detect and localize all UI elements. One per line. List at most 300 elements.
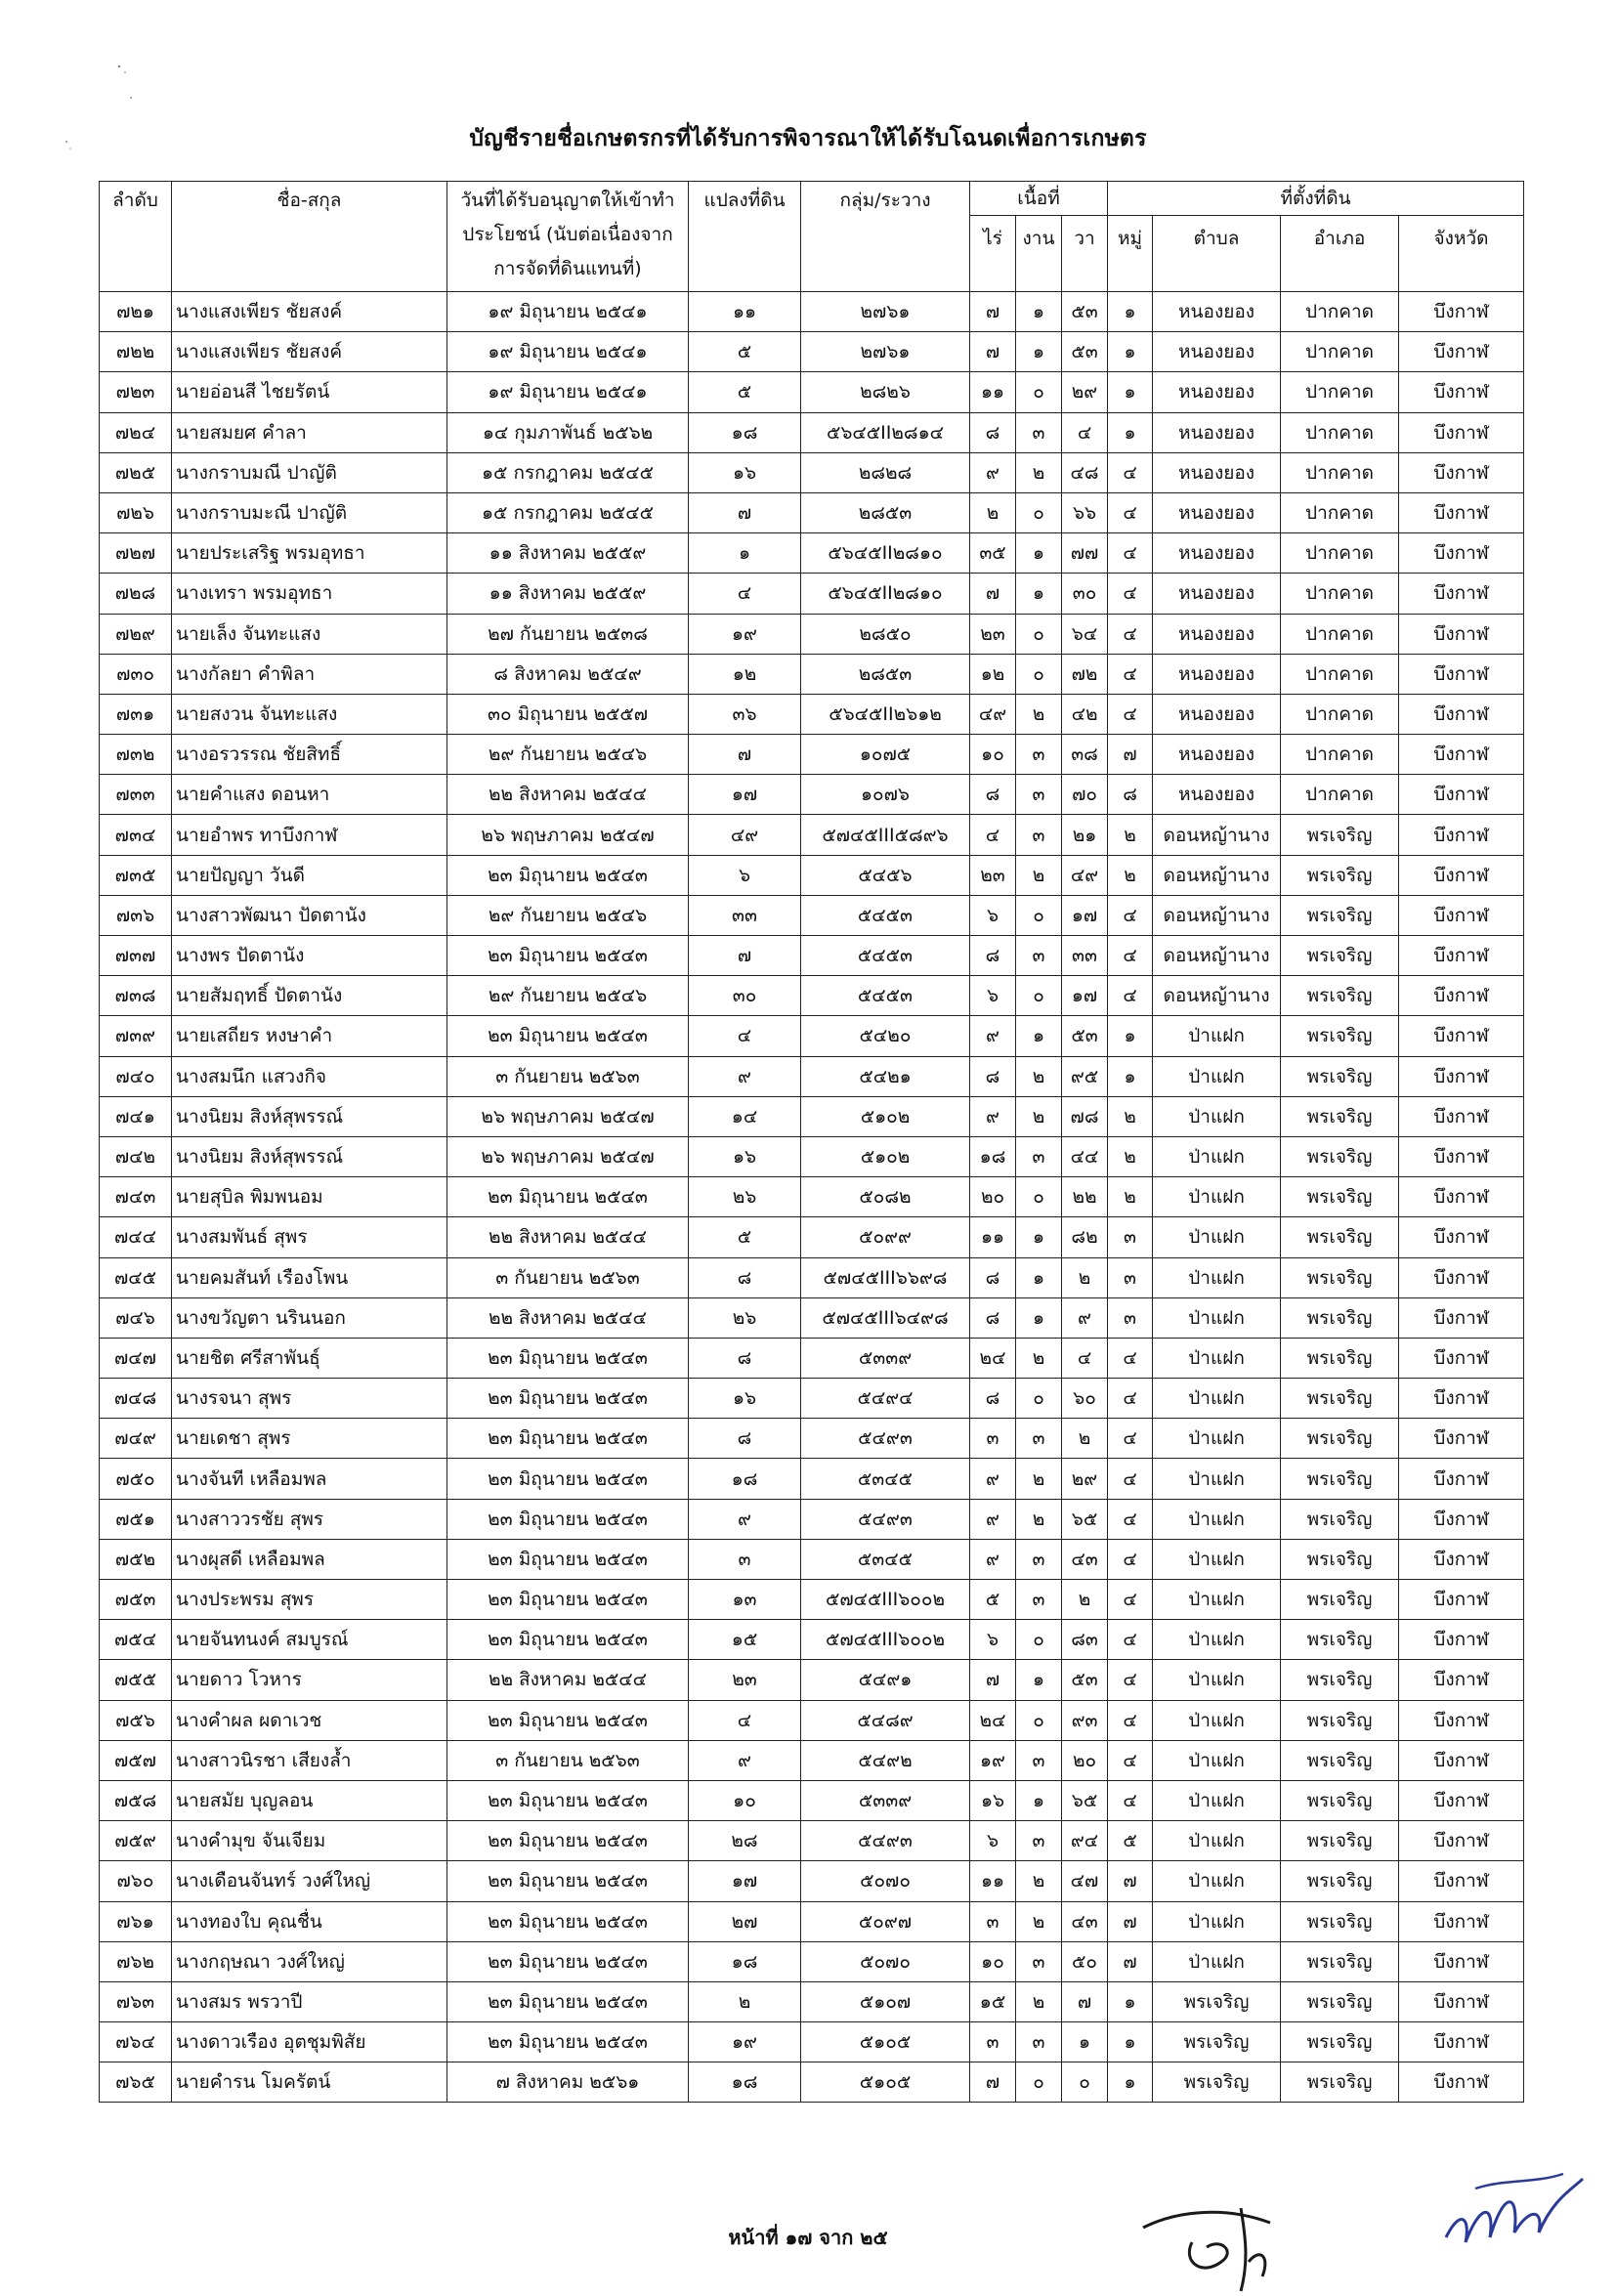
cell-tambon: ป่าแฝก [1153,1700,1281,1740]
cell-name: นางสาวพัฒนา ปัดตานัง [172,895,447,935]
cell-plot: ๙ [689,1056,801,1096]
cell-tambon: ป่าแฝก [1153,1177,1281,1217]
cell-ngan: ๑ [1016,292,1062,332]
cell-wa: ๔๒ [1062,694,1108,734]
cell-rai: ๒๓ [970,614,1016,654]
cell-province: บึงกาฬ [1399,976,1524,1016]
cell-plot: ๕ [689,332,801,372]
cell-moo: ๒ [1108,1096,1153,1136]
cell-date: ๑๕ กรกฎาคม ๒๕๔๕ [447,452,689,492]
cell-date: ๑๙ มิถุนายน ๒๕๔๑ [447,372,689,412]
cell-name: นางสาวนิรชา เสียงล้ำ [172,1740,447,1780]
cell-rai: ๘ [970,1297,1016,1338]
cell-wa: ๒๐ [1062,1740,1108,1780]
cell-no: ๗๕๖ [100,1700,172,1740]
cell-date: ๒๒ สิงหาคม ๒๕๔๔ [447,1660,689,1700]
cell-province: บึงกาฬ [1399,815,1524,855]
cell-province: บึงกาฬ [1399,1338,1524,1378]
cell-tambon: ป่าแฝก [1153,1660,1281,1700]
table-row [100,1297,1524,1338]
cell-rai: ๖ [970,895,1016,935]
cell-plot: ๙ [689,1499,801,1539]
cell-no: ๗๖๕ [100,2062,172,2103]
cell-no: ๗๒๑ [100,292,172,332]
cell-plot: ๑ [689,533,801,574]
cell-moo: ๔ [1108,533,1153,574]
cell-tambon: ป่าแฝก [1153,1861,1281,1901]
cell-name: นายเล็ง จันทะแสง [172,614,447,654]
cell-tambon: ป่าแฝก [1153,1459,1281,1499]
cell-moo: ๔ [1108,1620,1153,1660]
cell-amphoe: พรเจริญ [1281,1459,1399,1499]
table-row [100,1217,1524,1257]
cell-amphoe: พรเจริญ [1281,1660,1399,1700]
table-row [100,775,1524,815]
cell-province: บึงกาฬ [1399,1539,1524,1579]
cell-moo: ๔ [1108,1379,1153,1419]
table-row [100,895,1524,935]
cell-tambon: ดอนหญ้านาง [1153,895,1281,935]
cell-name: นายคมสันท์ เรืองโพน [172,1257,447,1297]
cell-group: ๒๘๒๖ [801,372,970,412]
cell-plot: ๙ [689,1740,801,1780]
cell-amphoe: ปากคาด [1281,654,1399,694]
cell-province: บึงกาฬ [1399,1217,1524,1257]
table-row [100,452,1524,492]
cell-name: นายเดชา สุพร [172,1419,447,1459]
cell-group: ๕๑๐๒ [801,1096,970,1136]
cell-plot: ๑๘ [689,1941,801,1981]
cell-tambon: หนองยอง [1153,452,1281,492]
cell-amphoe: ปากคาด [1281,332,1399,372]
cell-group: ๕๔๙๔ [801,1379,970,1419]
cell-tambon: ป่าแฝก [1153,1580,1281,1620]
cell-name: นางสมร พรวาปี [172,1981,447,2021]
cell-province: บึงกาฬ [1399,1056,1524,1096]
cell-moo: ๔ [1108,1539,1153,1579]
cell-no: ๗๕๓ [100,1580,172,1620]
cell-plot: ๒๖ [689,1297,801,1338]
table-row [100,492,1524,532]
cell-amphoe: พรเจริญ [1281,1580,1399,1620]
cell-date: ๒๓ มิถุนายน ๒๕๔๓ [447,1780,689,1820]
cell-tambon: ป่าแฝก [1153,1379,1281,1419]
cell-name: นายเสถียร หงษาคำ [172,1016,447,1056]
cell-no: ๗๒๘ [100,574,172,614]
cell-group: ๕๖๔๕II๒๖๑๒ [801,694,970,734]
cell-plot: ๑๗ [689,775,801,815]
cell-amphoe: พรเจริญ [1281,1217,1399,1257]
cell-province: บึงกาฬ [1399,775,1524,815]
cell-name: นางสาววรชัย สุพร [172,1499,447,1539]
cell-amphoe: พรเจริญ [1281,2062,1399,2103]
cell-tambon: หนองยอง [1153,412,1281,452]
cell-name: นางแสงเพียร ชัยสงค์ [172,292,447,332]
table-row [100,1981,1524,2021]
cell-ngan: ๓ [1016,1941,1062,1981]
table-row [100,976,1524,1016]
cell-group: ๒๘๕๓ [801,654,970,694]
header-province: จังหวัด [1399,216,1524,292]
cell-rai: ๔ [970,815,1016,855]
cell-group: ๕๐๙๙ [801,1217,970,1257]
cell-date: ๑๑ สิงหาคม ๒๕๕๙ [447,574,689,614]
cell-province: บึงกาฬ [1399,1499,1524,1539]
cell-ngan: ๐ [1016,614,1062,654]
cell-rai: ๓ [970,2022,1016,2062]
cell-rai: ๘ [970,412,1016,452]
cell-ngan: ๑ [1016,332,1062,372]
cell-group: ๕๐๙๗ [801,1901,970,1941]
cell-ngan: ๐ [1016,1620,1062,1660]
cell-wa: ๒ [1062,1257,1108,1297]
cell-wa: ๖๖ [1062,492,1108,532]
cell-tambon: หนองยอง [1153,574,1281,614]
cell-no: ๗๔๔ [100,1217,172,1257]
cell-wa: ๐ [1062,2062,1108,2103]
table-row [100,1620,1524,1660]
cell-moo: ๓ [1108,1217,1153,1257]
cell-name: นายสุบิล พิมพนอม [172,1177,447,1217]
cell-ngan: ๒ [1016,1901,1062,1941]
cell-date: ๒๖ พฤษภาคม ๒๕๔๗ [447,815,689,855]
cell-date: ๒๓ มิถุนายน ๒๕๔๓ [447,1338,689,1378]
cell-date: ๒๓ มิถุนายน ๒๕๔๓ [447,1580,689,1620]
cell-group: ๕๔๒๑ [801,1056,970,1096]
cell-ngan: ๒ [1016,855,1062,895]
cell-province: บึงกาฬ [1399,533,1524,574]
cell-plot: ๑๗ [689,1861,801,1901]
cell-moo: ๔ [1108,452,1153,492]
cell-amphoe: พรเจริญ [1281,1901,1399,1941]
cell-moo: ๔ [1108,654,1153,694]
cell-tambon: ป่าแฝก [1153,1136,1281,1176]
cell-no: ๗๒๙ [100,614,172,654]
cell-amphoe: พรเจริญ [1281,1861,1399,1901]
cell-tambon: ป่าแฝก [1153,1056,1281,1096]
cell-plot: ๑๖ [689,1379,801,1419]
cell-tambon: หนองยอง [1153,735,1281,775]
cell-name: นางจันที เหลือมพล [172,1459,447,1499]
cell-tambon: หนองยอง [1153,614,1281,654]
cell-moo: ๔ [1108,976,1153,1016]
table-body [100,292,1524,2103]
cell-rai: ๒๓ [970,855,1016,895]
cell-date: ๒๙ กันยายน ๒๕๔๖ [447,895,689,935]
cell-rai: ๓ [970,1901,1016,1941]
cell-plot: ๒๖ [689,1177,801,1217]
cell-no: ๗๕๐ [100,1459,172,1499]
cell-ngan: ๒ [1016,694,1062,734]
cell-no: ๗๔๓ [100,1177,172,1217]
cell-province: บึงกาฬ [1399,1580,1524,1620]
cell-no: ๗๓๓ [100,775,172,815]
page-footer: หน้าที่ ๑๗ จาก ๒๕ [728,2226,888,2249]
cell-province: บึงกาฬ [1399,1419,1524,1459]
cell-amphoe: พรเจริญ [1281,1096,1399,1136]
cell-rai: ๑๒ [970,654,1016,694]
table-row [100,936,1524,976]
cell-wa: ๔๙ [1062,855,1108,895]
cell-amphoe: พรเจริญ [1281,1499,1399,1539]
cell-moo: ๔ [1108,1660,1153,1700]
cell-tambon: ดอนหญ้านาง [1153,936,1281,976]
table-row [100,292,1524,332]
cell-tambon: ป่าแฝก [1153,1297,1281,1338]
cell-ngan: ๐ [1016,654,1062,694]
cell-no: ๗๓๕ [100,855,172,895]
cell-amphoe: พรเจริญ [1281,1941,1399,1981]
cell-date: ๒๖ พฤษภาคม ๒๕๔๗ [447,1096,689,1136]
cell-group: ๕๐๗๐ [801,1941,970,1981]
cell-group: ๕๗๔๕III๖๐๐๒ [801,1620,970,1660]
cell-tambon: ดอนหญ้านาง [1153,815,1281,855]
cell-ngan: ๑ [1016,1257,1062,1297]
cell-wa: ๒๒ [1062,1177,1108,1217]
header-area: เนื้อที่ [970,182,1108,216]
cell-no: ๗๔๙ [100,1419,172,1459]
cell-plot: ๑๓ [689,1580,801,1620]
cell-wa: ๙๓ [1062,1700,1108,1740]
cell-date: ๒๓ มิถุนายน ๒๕๔๓ [447,1901,689,1941]
cell-ngan: ๓ [1016,936,1062,976]
cell-province: บึงกาฬ [1399,694,1524,734]
cell-moo: ๑ [1108,2022,1153,2062]
cell-ngan: ๒ [1016,1096,1062,1136]
cell-date: ๒๓ มิถุนายน ๒๕๔๓ [447,1419,689,1459]
cell-amphoe: ปากคาด [1281,533,1399,574]
header-date: วันที่ได้รับอนุญาตให้เข้าทำประโยชน์ (นับต่อเนื่องจากการจัดที่ดินแทนที่) [447,182,689,292]
cell-no: ๗๔๖ [100,1297,172,1338]
cell-no: ๗๓๑ [100,694,172,734]
cell-ngan: ๓ [1016,2022,1062,2062]
cell-province: บึงกาฬ [1399,1780,1524,1820]
cell-ngan: ๑ [1016,533,1062,574]
cell-plot: ๒๘ [689,1821,801,1861]
cell-name: นางอรวรรณ ชัยสิทธิ์ [172,735,447,775]
cell-moo: ๑ [1108,1016,1153,1056]
cell-amphoe: พรเจริญ [1281,1297,1399,1338]
cell-name: นายสัมฤทธิ์ ปัดตานัง [172,976,447,1016]
table-row [100,1056,1524,1096]
cell-rai: ๑๙ [970,1740,1016,1780]
cell-province: บึงกาฬ [1399,936,1524,976]
table-row [100,1419,1524,1459]
cell-moo: ๔ [1108,614,1153,654]
cell-date: ๓ กันยายน ๒๕๖๓ [447,1056,689,1096]
cell-amphoe: พรเจริญ [1281,976,1399,1016]
cell-no: ๗๔๑ [100,1096,172,1136]
cell-plot: ๑๖ [689,452,801,492]
cell-group: ๕๑๐๒ [801,1136,970,1176]
cell-plot: ๑๐ [689,1780,801,1820]
cell-rai: ๗ [970,2062,1016,2103]
cell-name: นางกฤษณา วงศ์ใหญ่ [172,1941,447,1981]
cell-wa: ๗๐ [1062,775,1108,815]
cell-plot: ๗ [689,936,801,976]
cell-tambon: หนองยอง [1153,533,1281,574]
cell-no: ๗๖๒ [100,1941,172,1981]
cell-no: ๗๓๔ [100,815,172,855]
cell-rai: ๑๐ [970,1941,1016,1981]
cell-province: บึงกาฬ [1399,1981,1524,2021]
page-title: บัญชีรายชื่อเกษตรกรที่ได้รับการพิจารณาให้ได้รับโฉนดเพื่อการเกษตร [469,126,1147,151]
cell-province: บึงกาฬ [1399,1941,1524,1981]
cell-group: ๕๗๔๕III๕๘๙๖ [801,815,970,855]
cell-rai: ๖ [970,1821,1016,1861]
cell-tambon: พรเจริญ [1153,1981,1281,2021]
cell-group: ๒๗๖๑ [801,292,970,332]
cell-province: บึงกาฬ [1399,614,1524,654]
cell-date: ๒๗ กันยายน ๒๕๓๘ [447,614,689,654]
cell-rai: ๒๔ [970,1700,1016,1740]
header-location: ที่ตั้งที่ดิน [1108,182,1524,216]
cell-wa: ๗๘ [1062,1096,1108,1136]
cell-group: ๕๔๙๓ [801,1499,970,1539]
cell-name: นางกราบมณี ปาญัติ [172,452,447,492]
cell-date: ๒๙ กันยายน ๒๕๔๖ [447,735,689,775]
cell-moo: ๔ [1108,1740,1153,1780]
cell-province: บึงกาฬ [1399,1740,1524,1780]
cell-date: ๑๔ กุมภาพันธ์ ๒๕๖๒ [447,412,689,452]
cell-rai: ๗ [970,574,1016,614]
table-row [100,372,1524,412]
cell-rai: ๗ [970,292,1016,332]
cell-moo: ๑ [1108,292,1153,332]
header-plot: แปลงที่ดิน [689,182,801,292]
table-row [100,1379,1524,1419]
cell-province: บึงกาฬ [1399,1861,1524,1901]
cell-date: ๗ สิงหาคม ๒๕๖๑ [447,2062,689,2103]
cell-wa: ๒๙ [1062,1459,1108,1499]
cell-name: นางดาวเรือง อุตชุมพิสัย [172,2022,447,2062]
cell-rai: ๓๕ [970,533,1016,574]
cell-group: ๕๖๔๕II๒๘๑๐ [801,574,970,614]
cell-moo: ๓ [1108,1297,1153,1338]
cell-ngan: ๐ [1016,492,1062,532]
cell-group: ๕๐๗๐ [801,1861,970,1901]
cell-date: ๒๖ พฤษภาคม ๒๕๔๗ [447,1136,689,1176]
scan-specks [59,59,156,176]
cell-tambon: ดอนหญ้านาง [1153,855,1281,895]
table-row [100,815,1524,855]
cell-rai: ๑๘ [970,1136,1016,1176]
cell-tambon: ป่าแฝก [1153,1016,1281,1056]
cell-no: ๗๓๐ [100,654,172,694]
cell-amphoe: พรเจริญ [1281,1780,1399,1820]
table-row [100,1096,1524,1136]
cell-amphoe: ปากคาด [1281,372,1399,412]
cell-moo: ๔ [1108,492,1153,532]
cell-no: ๗๔๕ [100,1257,172,1297]
cell-amphoe: ปากคาด [1281,614,1399,654]
cell-moo: ๗ [1108,1901,1153,1941]
cell-ngan: ๐ [1016,1379,1062,1419]
cell-plot: ๓๐ [689,976,801,1016]
cell-date: ๑๑ สิงหาคม ๒๕๕๙ [447,533,689,574]
cell-amphoe: พรเจริญ [1281,815,1399,855]
table-row [100,1136,1524,1176]
cell-name: นางประพรม สุพร [172,1580,447,1620]
cell-province: บึงกาฬ [1399,1177,1524,1217]
cell-ngan: ๑ [1016,1297,1062,1338]
cell-amphoe: พรเจริญ [1281,1821,1399,1861]
cell-wa: ๕๓ [1062,292,1108,332]
cell-wa: ๓๓ [1062,936,1108,976]
table-row [100,1740,1524,1780]
table-row [100,1338,1524,1378]
cell-tambon: พรเจริญ [1153,2062,1281,2103]
cell-no: ๗๒๕ [100,452,172,492]
cell-amphoe: พรเจริญ [1281,1379,1399,1419]
cell-amphoe: ปากคาด [1281,775,1399,815]
cell-wa: ๒๙ [1062,372,1108,412]
cell-wa: ๔๓ [1062,1539,1108,1579]
cell-tambon: หนองยอง [1153,694,1281,734]
cell-rai: ๖ [970,976,1016,1016]
cell-date: ๒๓ มิถุนายน ๒๕๔๓ [447,1821,689,1861]
cell-no: ๗๔๐ [100,1056,172,1096]
cell-date: ๒๓ มิถุนายน ๒๕๔๓ [447,1499,689,1539]
cell-moo: ๔ [1108,895,1153,935]
cell-province: บึงกาฬ [1399,654,1524,694]
cell-tambon: พรเจริญ [1153,2022,1281,2062]
cell-no: ๗๕๒ [100,1539,172,1579]
cell-plot: ๑๘ [689,412,801,452]
cell-no: ๗๒๓ [100,372,172,412]
cell-tambon: ป่าแฝก [1153,1217,1281,1257]
cell-ngan: ๑ [1016,574,1062,614]
cell-date: ๒๓ มิถุนายน ๒๕๔๓ [447,1620,689,1660]
cell-name: นางพร ปัดตานัง [172,936,447,976]
table-row [100,855,1524,895]
cell-amphoe: ปากคาด [1281,412,1399,452]
cell-group: ๕๐๘๒ [801,1177,970,1217]
cell-rai: ๙ [970,1499,1016,1539]
cell-date: ๒๙ กันยายน ๒๕๔๖ [447,976,689,1016]
cell-name: นางสมนึก แสวงกิจ [172,1056,447,1096]
cell-plot: ๗ [689,735,801,775]
cell-name: นางรจนา สุพร [172,1379,447,1419]
cell-plot: ๑๘ [689,1459,801,1499]
cell-amphoe: พรเจริญ [1281,1338,1399,1378]
cell-moo: ๓ [1108,1257,1153,1297]
cell-date: ๒๓ มิถุนายน ๒๕๔๓ [447,2022,689,2062]
cell-ngan: ๒ [1016,1459,1062,1499]
header-rai: ไร่ [970,216,1016,292]
cell-plot: ๒๗ [689,1901,801,1941]
cell-tambon: ป่าแฝก [1153,1257,1281,1297]
cell-plot: ๑๕ [689,1620,801,1660]
cell-wa: ๑๗ [1062,976,1108,1016]
cell-date: ๒๓ มิถุนายน ๒๕๔๓ [447,936,689,976]
cell-moo: ๑ [1108,2062,1153,2103]
cell-no: ๗๒๖ [100,492,172,532]
cell-plot: ๒๓ [689,1660,801,1700]
cell-name: นางสมพันธ์ สุพร [172,1217,447,1257]
cell-province: บึงกาฬ [1399,1660,1524,1700]
cell-wa: ๔ [1062,412,1108,452]
cell-amphoe: พรเจริญ [1281,1419,1399,1459]
cell-no: ๗๖๓ [100,1981,172,2021]
cell-date: ๑๕ กรกฎาคม ๒๕๔๕ [447,492,689,532]
cell-date: ๒๓ มิถุนายน ๒๕๔๓ [447,1700,689,1740]
cell-group: ๕๓๓๙ [801,1780,970,1820]
cell-wa: ๗ [1062,1981,1108,2021]
cell-moo: ๔ [1108,1700,1153,1740]
cell-name: นางแสงเพียร ชัยสงค์ [172,332,447,372]
cell-moo: ๑ [1108,332,1153,372]
